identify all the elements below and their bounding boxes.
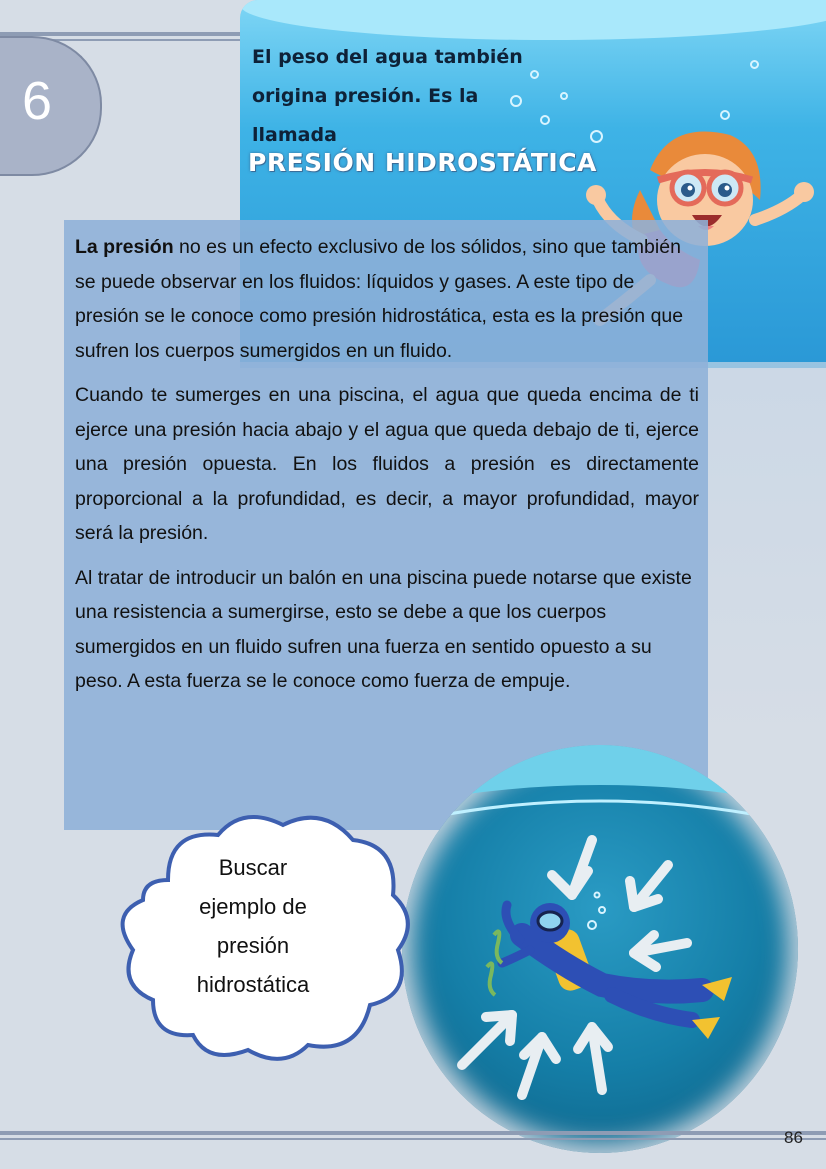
body-text	[75, 230, 699, 709]
cloud-line-4: hidrostática	[196, 972, 310, 997]
paragraph-1	[75, 230, 699, 368]
banner-line-3: llamada	[252, 124, 337, 146]
banner-line-2: origina presión. Es la	[252, 85, 479, 107]
pressure-arrow-icon	[462, 1015, 512, 1065]
cloud-text	[168, 848, 338, 1004]
diver-illustration-circle	[402, 745, 798, 1153]
scuba-diver-illustration	[402, 745, 798, 1153]
cloud-line-1: Buscar	[218, 855, 288, 880]
paragraph-3: Al tratar de introducir un balón en una piscina puede notarse que existe una resistencia a sumergirse, esto se debe a que los cuerpos sumergidos en un fluido sufren una fuerza en sentido opuesto a su peso. A esta fuerza se le conoce como fuerza de empuje.	[75, 566, 692, 692]
bottom-rule-thin	[0, 1138, 826, 1140]
paragraph-1-text: no es un efecto exclusivo de los sólidos, sino que también se puede observar en los fluidos: líquidos y gases. A este tipo de presión se le conoce como presión hidrostática, esta es la presión que sufren los cuerpos sumergidos en un fluido.	[75, 236, 684, 362]
banner-line-1: El peso del agua también	[252, 46, 523, 68]
paragraph-1-bold: La presión	[75, 236, 174, 258]
chapter-number: 6	[22, 71, 53, 131]
text-panel	[64, 220, 708, 830]
banner-intro	[252, 38, 552, 155]
bottom-rule	[0, 1131, 826, 1135]
page-number: 86	[784, 1128, 803, 1147]
cloud-line-3: presión	[216, 933, 290, 958]
banner-title: PRESIÓN HIDROSTÁTICA	[248, 148, 597, 177]
cloud-line-2: ejemplo de	[199, 894, 307, 919]
paragraph-2: Cuando te sumerges en una piscina, el agua que queda encima de ti ejerce una presión hacia abajo y el agua que queda debajo de ti, ejerce una presión opuesta. En los fluidos a presión es directamente proporcional a la profundidad, es decir, a mayor profundidad, mayor será la presión.	[75, 384, 699, 544]
bubble	[560, 92, 568, 100]
wave-highlight	[240, 0, 826, 40]
bubble	[750, 60, 759, 69]
